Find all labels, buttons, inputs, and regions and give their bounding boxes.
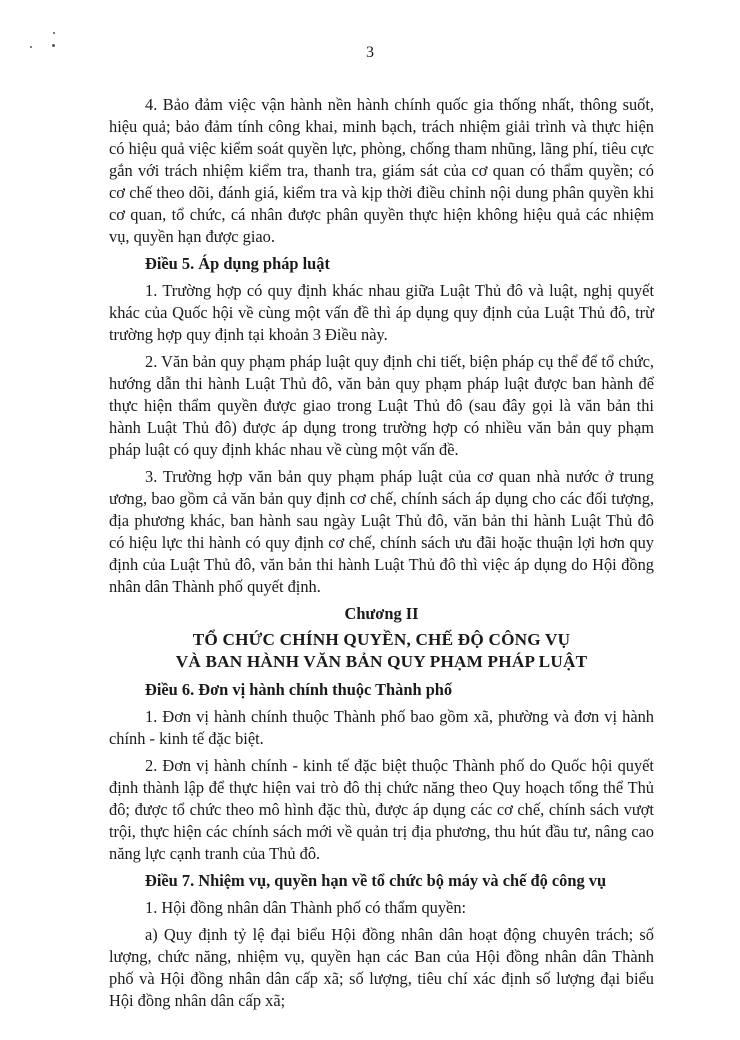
article-6-clause-2: 2. Đơn vị hành chính - kinh tế đặc biệt thuộc Thành phố do Quốc hội quyết định thành lập để thực hiện vai trò đô thị chức năng theo Quy hoạch tổng thể Thủ đô; được tổ chức theo mô hình đặc thù, được áp dụng các cơ chế, chính sách vượt trội, thực hiện các chính sách mới về quản trị địa phương, thu hút đầu tư, nâng cao năng lực cạnh tranh của Thủ đô. xyxy=(109,756,654,863)
article-6-clause-1: 1. Đơn vị hành chính thuộc Thành phố bao gồm xã, phường và đơn vị hành chính - kinh tế đặc biệt. xyxy=(109,707,654,748)
chapter-title: Chương II xyxy=(344,604,419,623)
article-5-clause-1: 1. Trường hợp có quy định khác nhau giữa Luật Thủ đô và luật, nghị quyết khác của Quốc hội về cùng một vấn đề thì áp dụng quy định của Luật Thủ đô, trừ trường hợp quy định tại khoản 3 Điều này. xyxy=(109,281,654,344)
scan-speck xyxy=(53,32,55,34)
article-7-clause-1-point-a: a) Quy định tỷ lệ đại biểu Hội đồng nhân dân hoạt động chuyên trách; số lượng, chức năng, nhiệm vụ, quyền hạn các Ban của Hội đồng nhân dân Thành phố và Hội đồng nhân dân cấp xã; số lượng, tiêu chí xác định số lượng đại biểu Hội đồng nhân dân cấp xã; xyxy=(109,925,654,1010)
chapter-subtitle-line-1: TỔ CHỨC CHÍNH QUYỀN, CHẾ ĐỘ CÔNG VỤ xyxy=(192,630,571,649)
article-5-heading: Điều 5. Áp dụng pháp luật xyxy=(145,254,330,273)
clause-4-paragraph: 4. Bảo đảm việc vận hành nền hành chính quốc gia thống nhất, thông suốt, hiệu quả; bảo đảm tính công khai, minh bạch, trách nhiệm giải trình và thực hiện có hiệu quả việc kiểm soát quyền lực, phòng, chống tham nhũng, lãng phí, tiêu cực gắn với trách nhiệm kiểm tra, thanh tra, giám sát của cơ quan có thẩm quyền; có cơ chế theo dõi, đánh giá, kiểm tra và kịp thời điều chỉnh nội dung phân quyền khi cơ quan, tổ chức, cá nhân được phân quyền thực hiện không hiệu quả các nhiệm vụ, quyền hạn được giao. xyxy=(109,95,654,246)
document-body xyxy=(109,94,654,1017)
article-5-clause-2: 2. Văn bản quy phạm pháp luật quy định chi tiết, biện pháp cụ thể để tổ chức, hướng dẫn thi hành Luật Thủ đô, văn bản quy phạm pháp luật được ban hành để thực hiện thẩm quyền được giao trong Luật Thủ đô (sau đây gọi là văn bản thi hành Luật Thủ đô) được áp dụng trong trường hợp có nhiều văn bản quy phạm pháp luật có quy định khác nhau về cùng một vấn đề. xyxy=(109,352,654,459)
article-7-clause-1: 1. Hội đồng nhân dân Thành phố có thẩm quyền: xyxy=(145,898,467,917)
article-5-clause-3: 3. Trường hợp văn bản quy phạm pháp luật của cơ quan nhà nước ở trung ương, bao gồm cả văn bản quy định cơ chế, chính sách áp dụng cho các đối tượng, địa phương khác, ban hành sau ngày Luật Thủ đô, văn bản thi hành Luật Thủ đô có hiệu lực thi hành có quy định cơ chế, chính sách ưu đãi hoặc thuận lợi hơn quy định của Luật Thủ đô, văn bản thi hành Luật Thủ đô thì việc áp dụng do Hội đồng nhân dân Thành phố quyết định. xyxy=(109,467,654,596)
article-7-heading: Điều 7. Nhiệm vụ, quyền hạn về tổ chức bộ máy và chế độ công vụ xyxy=(145,871,607,890)
chapter-subtitle-line-2: VÀ BAN HÀNH VĂN BẢN QUY PHẠM PHÁP LUẬT xyxy=(175,652,588,671)
article-6-heading: Điều 6. Đơn vị hành chính thuộc Thành phố xyxy=(145,680,453,699)
page-number: 3 xyxy=(366,44,374,61)
